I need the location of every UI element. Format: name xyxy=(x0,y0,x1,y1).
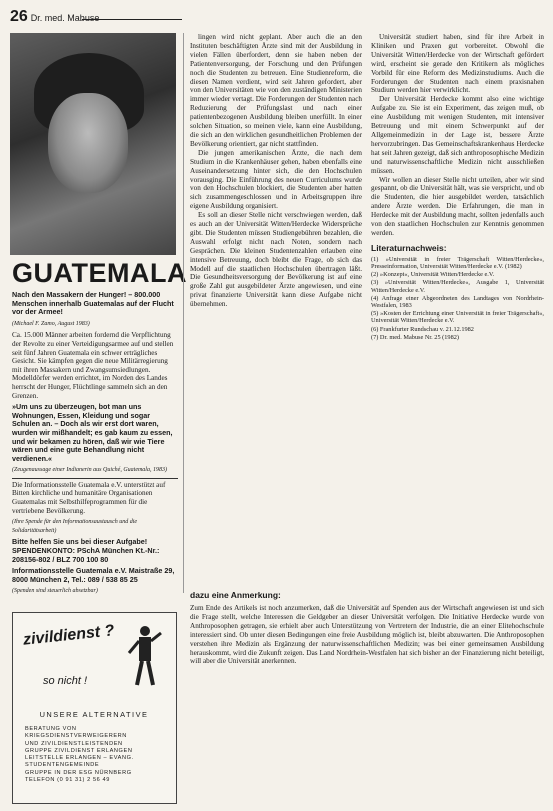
article-paragraph: Wir wollen an dieser Stelle nicht urteilen, aber wir sind gespannt, ob die Universität hält, was sie verspricht, und ob die Studenten, die hier ausgebildet werden, tatsächlich andere Ärzte werden. Die Erfahrungen, die man in Herdecke mit der Ausbildung macht, sollten jedenfalls auch von den staatlichen Hochschulen zur Kenntnis genommen werden. xyxy=(371,175,544,237)
literature-item: (3) »Universität Witten/Herdecke«, Ausgabe 1, Universität Witten/Herdecke e.V. xyxy=(371,279,544,294)
ad-address-line: GRUPPE ZIVILDIENST ERLANGEN xyxy=(25,747,133,754)
guatemala-paragraph-1: Ca. 15.000 Männer arbeiten fordernd die Verpflichtung der Revolte zu einer Verteidigungsarmee auf und stellen seit fünf Jahren Guatemala ein schwer erträgliches Gesicht. Sie kämpfen gegen die neue Militärregierung mit ihren Massakern und Zwangsumsiedlungen. Modelldörfer werden errichtet, im Norden des Landes herrscht der Hunger, Flüchtlinge sammeln sich an den Grenzen. xyxy=(12,331,174,400)
lead-credit: (Michael F. Zamo, August 1983) xyxy=(12,320,90,327)
ad-address-line: LEITSTELLE ERLANGEN – EVANG. STUDENTENGEMEINDE xyxy=(25,755,134,769)
article-column-middle xyxy=(190,33,362,309)
ad-address xyxy=(25,726,169,784)
literature-section xyxy=(371,244,544,341)
ad-address-line: GRUPPE IN DER ESG NÜRNBERG xyxy=(25,769,132,776)
ad-headline: zivildienst ? xyxy=(22,622,116,649)
page-header xyxy=(10,8,180,30)
article-paragraph: lingen wird nicht geplant. Aber auch die an den Instituten beschäftigten Ärzte sind mit der Ausbildung in vielen Fällen überfordert, denn sie haben neben der Patientenversorgung, der Forschung und den Prüfungen noch die Studenten zu betreuen. Eine Studienreform, die diesen Namen verdient, wird seit Jahren gefordert, aber von den Universitäten wie von den zuständigen Ministerien immer wieder vertagt. Die Forderungen der Studenten nach Reduzierung der Prüfungslast und nach einer patientenbezogenen Ausbildung bleiben unerfüllt. In einer solchen Situation, so meinen viele, kann eine Ausbildung, die sich an den wirklichen gesundheitlichen Problemen der Bevölkerung orientiert, gar nicht stattfinden. xyxy=(190,33,362,148)
guatemala-ad-text xyxy=(12,291,178,599)
org-address: Informationsstelle Guatemala e.V. Maistraße 29, 8000 München 2, Tel.: 089 / 538 85 25 xyxy=(12,566,175,584)
ad-address-line: UND ZIVILDIENSTLEISTENDEN xyxy=(25,740,123,747)
column-divider xyxy=(183,33,184,593)
literature-item: (6) Frankfurter Rundschau v. 21.12.1982 xyxy=(371,325,474,333)
paragraph-2-credit: (Ihre Spende für den Informationsaustausch und die Solidaritätsarbeit) xyxy=(12,519,138,534)
soldier-figure-icon xyxy=(125,623,165,687)
ad-address-line: BERATUNG VON KRIEGSDIENSTVERWEIGERERN xyxy=(25,726,127,740)
article-paragraph: Es soll an dieser Stelle nicht verschwiegen werden, daß es auch an der Universität Witten/Herdecke Widersprüche gibt. Die Studenten müssen Studiengebühren bezahlen, die Auswahl erfolgt nicht nach Noten, sondern nach Gesprächen. Die kleinen Studentenzahlen erlauben eine intensive Betreuung, doch bleibt die Frage, ob sich das Modell auf die staatlichen Hochschulen übertragen läßt. Die Gesundheitsversorgung der Bevölkerung ist auf eine große Zahl gut ausgebildeter Ärzte angewiesen, und eine privat finanzierte Universität kann diese Aufgabe nicht übernehmen. xyxy=(190,211,362,309)
page-number: 26 xyxy=(10,8,28,25)
ad-subline: so nicht ! xyxy=(43,675,88,687)
note-text: Zum Ende des Artikels ist noch anzumerken, daß die Universität auf Spenden aus der Wirtschaft angewiesen ist und sich die Frage stellt, welche Interessen die Geldgeber an dieser Universität verfolgen. Die Initiative Herdecke wurde von Anthroposophen getragen, sie erhielt aber auch Unterstützung von Vertretern der Industrie, die an einer Elitehochschule interessiert sind. Ob unter diesen Bedingungen eine freie Ausbildung möglich ist, bleibt abzuwarten. Die Anthroposophen verstehen ihre Medizin als Ergänzung der naturwissenschaftlichen Medizin; was bei einer gemeinsamen Ausbildung herauskommt, wird die Zukunft zeigen. Das Land Nordrhein-Westfalen hat sich bisher an der Finanzierung nicht beteiligt, will aber die Universität anerkennen. xyxy=(190,604,544,666)
quote-credit: (Zeugenaussage einer Indianerin aus Quiché, Guatemala, 1983) xyxy=(12,467,167,474)
guatemala-paragraph-2: Die Informationsstelle Guatemala e.V. unterstützt auf Bitten kirchliche und humanitäre Organisationen Guatemalas mit Selbsthilfeprogrammen für die vertriebene Bevölkerung. xyxy=(12,478,178,515)
literature-item: (1) »Universität in freier Trägerschaft Witten/Herdecke«, Presseinformation, Universität Witten/Herdecke e.V. (1982) xyxy=(371,255,544,270)
guatemala-quote: »Um uns zu überzeugen, bot man uns Wohnungen, Essen, Kleidung und sogar Schulen an. – Doch als wir erst dort waren, wurden wir mißhandelt; es gab kaum zu essen, und wir bekamen zu hören, daß wir wie Tiere wären und eine gute Behandlung nicht verdienen.« xyxy=(12,402,173,463)
running-title: Dr. med. Mabuse xyxy=(30,13,100,23)
literature-item: (4) Anfrage einer Abgeordneten des Landtages von Nordrhein-Westfalen, 1983 xyxy=(371,294,544,309)
note-title: dazu eine Anmerkung: xyxy=(190,590,281,600)
article-paragraph: Die jungen amerikanischen Ärzte, die nach dem Studium in die Krankenhäuser gehen, haben ebenfalls eine Auseinandersetzung hinter sich, die den Hochschulen vorausging. Die Einführung des neuen Curriculums wurde von den Hochschulen blockiert, die Studenten aber hatten sich zusammengeschlossen und in Arbeitsgruppen ihre eigene Ausbildung organisiert. xyxy=(190,148,362,211)
literature-title: Literaturnachweis: xyxy=(371,242,447,253)
child-photo xyxy=(10,33,176,255)
ad-org-name: UNSERE ALTERNATIVE xyxy=(39,710,149,719)
literature-item: (7) Dr. med. Mabuse Nr. 25 (1982) xyxy=(371,333,459,341)
article-paragraph: Universität studiert haben, sind für ihre Arbeit in Kliniken und Praxen gut vorbereitet. Obwohl die Universität Witten/Herdecke von der Wirtschaft gefördert wird, erscheint sie gerade den Kritikern als mögliches Vorbild für eine Reform des Medizinstudiums. Auch die Forderungen der Studenten nach einem praxisnahen Studium werden hier verwirklicht. xyxy=(371,33,544,95)
article-paragraph: Der Universität Herdecke kommt also eine wichtige Aufgabe zu. Sie ist ein Experiment, das zeigen muß, ob eine Ausbildung mit wenigen Studenten, mit intensiver Betreuung und mit einem Schwerpunkt auf der Allgemeinmedizin in der Lage ist, bessere Ärzte hervorzubringen. Das Gemeinschaftskrankenhaus Herdecke hat seit Jahren gezeigt, daß sich anthroposophische Medizin und naturwissenschaftliche Medizin nicht ausschließen müssen. xyxy=(371,95,544,175)
guatemala-lead: Nach den Massakern der Hunger! – 800.000 Menschen innerhalb Guatemalas auf der Flucht vor der Armee! xyxy=(12,290,174,317)
bank-details: Bitte helfen Sie uns bei dieser Aufgabe! SPENDENKONTO: PSchA München Kt.-Nr.: 208156-802 / BLZ 700 100 80 xyxy=(12,537,160,564)
org-note: (Spenden sind steuerlich absetzbar) xyxy=(12,588,98,595)
photo-face-shape xyxy=(48,93,128,193)
literature-item: (2) »Konzept«, Universität Witten/Herdecke e.V. xyxy=(371,271,495,279)
ad-address-line: TELEFON (0 91 31) 2 56 49 xyxy=(25,777,110,784)
literature-item: (5) »Kosten der Errichtung einer Universität in freier Trägerschaft«, Universität Witten/Herdecke e.V. xyxy=(371,310,544,325)
ad-title-guatemala: GUATEMALA xyxy=(12,258,187,288)
article-column-right xyxy=(371,33,544,342)
header-rule xyxy=(82,19,182,20)
zivildienst-ad xyxy=(12,612,177,804)
